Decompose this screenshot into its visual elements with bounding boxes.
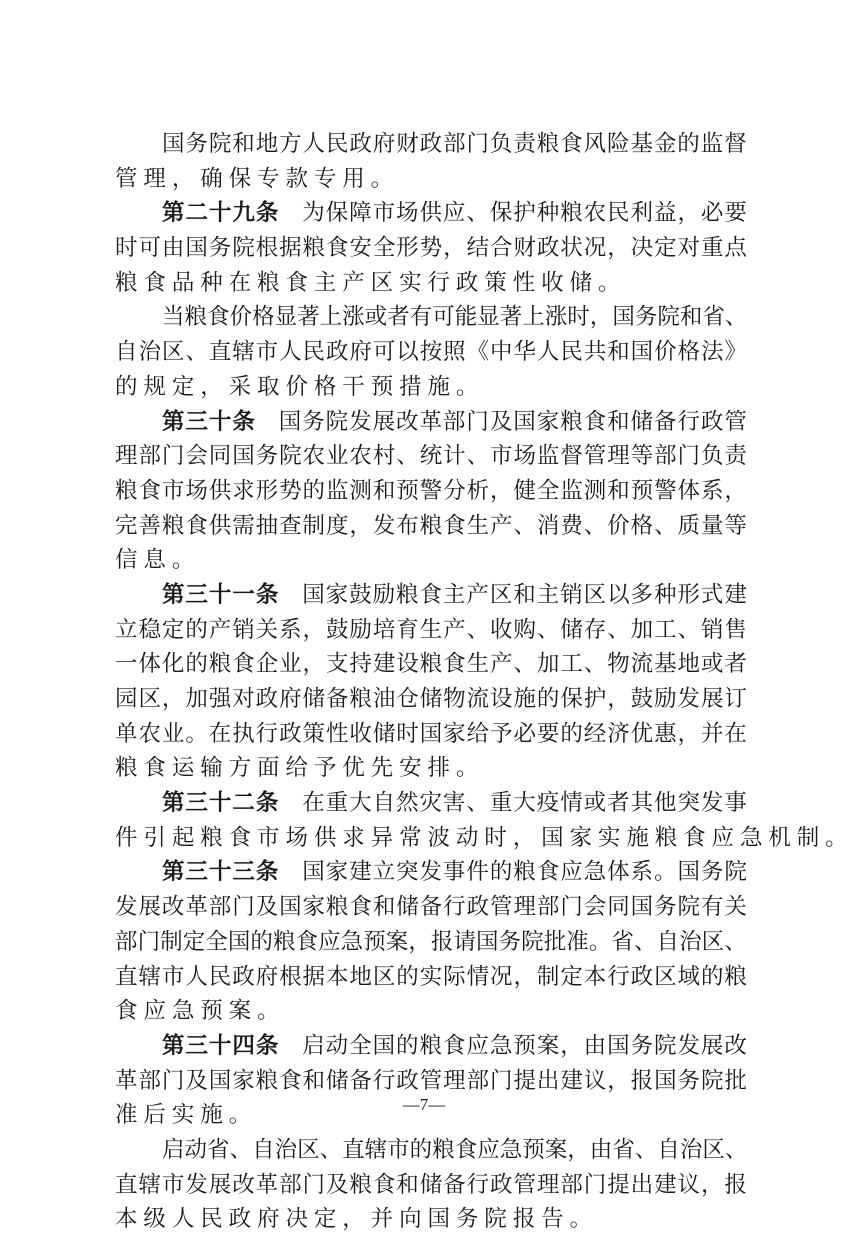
text-line: 完 善 粮 食 供 需 抽 查 制 度 ， 发 布 粮 食 生 产 、 消 费 、 价 格 、 质 量 等 [115, 512, 747, 539]
text-line: 园 区 ， 加 强 对 政 府 储 备 粮 油 仓 储 物 流 设 施 的 保 护 ， 鼓 励 发 展 订 [115, 686, 747, 712]
text-line: 直 辖 市 人 民 政 府 根 据 本 地 区 的 实 际 情 况 ， 制 定 本 行 政 区 域 的 粮 [115, 963, 747, 990]
text-line: 第 二 十 九 条 为 保 障 市 场 供 应 、 保 护 种 粮 农 民 利 益 ， 必 要 [162, 200, 747, 227]
text-line: 管 理 ， 确 保 专 款 专 用 。 [115, 165, 400, 192]
text-line: 准 后 实 施 。 [115, 1102, 258, 1129]
text-line: 件 引 起 粮 食 市 场 供 求 异 常 波 动 时 ， 国 家 实 施 粮 食 应 急 机 制 。 [115, 824, 854, 851]
text-line: 第 三 十 三 条 国 家 建 立 突 发 事 件 的 粮 食 应 急 体 系 。 国 务 院 [162, 859, 747, 886]
text-line: 的 规 定 ， 采 取 价 格 干 预 措 施 。 [115, 373, 485, 400]
text-line: 国 务 院 和 地 方 人 民 政 府 财 政 部 门 负 责 粮 食 风 险 基 金 的 监 督 [162, 131, 747, 157]
text-line: 第 三 十 一 条 国 家 鼓 励 粮 食 主 产 区 和 主 销 区 以 多 种 形 式 建 [162, 581, 747, 608]
text-line: 立 稳 定 的 产 销 关 系 ， 鼓 励 培 育 生 产 、 收 购 、 储 存 、 加 工 、 销 售 [115, 616, 747, 643]
paragraph [115, 786, 854, 855]
text-line: 粮 食 品 种 在 粮 食 主 产 区 实 行 政 策 性 收 储 。 [115, 269, 627, 296]
paragraph [115, 196, 747, 300]
document-body [115, 127, 854, 1237]
paragraph [115, 855, 747, 1028]
text-line: 部 门 制 定 全 国 的 粮 食 应 急 预 案 ， 报 请 国 务 院 批 准 。 省 、 自 治 区 、 [115, 928, 747, 955]
text-line: 启 动 省 、 自 治 区 、 直 辖 市 的 粮 食 应 急 预 案 ， 由 省 、 自 治 区 、 [162, 1136, 748, 1163]
text-line: 一 体 化 的 粮 食 企 业 ， 支 持 建 设 粮 食 生 产 、 加 工 、 物 流 基 地 或 者 [115, 651, 747, 678]
text-line: 第 三 十 四 条 启 动 全 国 的 粮 食 应 急 预 案 ， 由 国 务 院 发 展 改 [162, 1032, 747, 1059]
paragraph [115, 578, 747, 786]
paragraph [115, 1029, 747, 1133]
text-line: 食 应 急 预 案 。 [115, 998, 286, 1025]
page-number: —7— [402, 1095, 446, 1114]
paragraph [115, 300, 747, 404]
text-line: 本 级 人 民 政 府 决 定 ， 并 向 国 务 院 报 告 。 [115, 1206, 598, 1233]
text-line: 第 三 十 二 条 在 重 大 自 然 灾 害 、 重 大 疫 情 或 者 其 他 突 发 事 [162, 790, 747, 817]
text-line: 理 部 门 会 同 国 务 院 农 业 农 村 、 统 计 、 市 场 监 督 管 理 等 部 门 负 责 [115, 443, 747, 470]
text-line: 当 粮 食 价 格 显 著 上 涨 或 者 有 可 能 显 著 上 涨 时 ， 国 务 院 和 省 、 [162, 304, 748, 331]
text-line: 自 治 区 、 直 辖 市 人 民 政 府 可 以 按 照 《 中 华 人 民 共 和 国 价 格 法 》 [115, 339, 747, 366]
text-line: 发 展 改 革 部 门 及 国 家 粮 食 和 储 备 行 政 管 理 部 门 会 同 国 务 院 有 关 [115, 894, 747, 921]
text-line: 信 息 。 [115, 547, 201, 574]
paragraph [115, 127, 747, 196]
text-line: 革 部 门 及 国 家 粮 食 和 储 备 行 政 管 理 部 门 提 出 建 议 ， 报 国 务 院 批 [115, 1067, 747, 1094]
text-line: 时 可 由 国 务 院 根 据 粮 食 安 全 形 势 ， 结 合 财 政 状 况 ， 决 定 对 重 点 [115, 235, 747, 262]
text-line: 粮 食 运 输 方 面 给 予 优 先 安 排 。 [115, 755, 485, 782]
text-line: 粮 食 市 场 供 求 形 势 的 监 测 和 预 警 分 析 ， 健 全 监 测 和 预 警 体 系 ， [115, 477, 747, 504]
paragraph [115, 1133, 747, 1237]
text-line: 第 三 十 条 国 务 院 发 展 改 革 部 门 及 国 家 粮 食 和 储 备 行 政 管 [162, 408, 747, 435]
text-line: 直 辖 市 发 展 改 革 部 门 及 粮 食 和 储 备 行 政 管 理 部 门 提 出 建 议 ， 报 [115, 1171, 747, 1198]
text-line: 单 农 业 。 在 执 行 政 策 性 收 储 时 国 家 给 予 必 要 的 经 济 优 惠 ， 并 在 [115, 720, 747, 747]
paragraph [115, 405, 747, 578]
